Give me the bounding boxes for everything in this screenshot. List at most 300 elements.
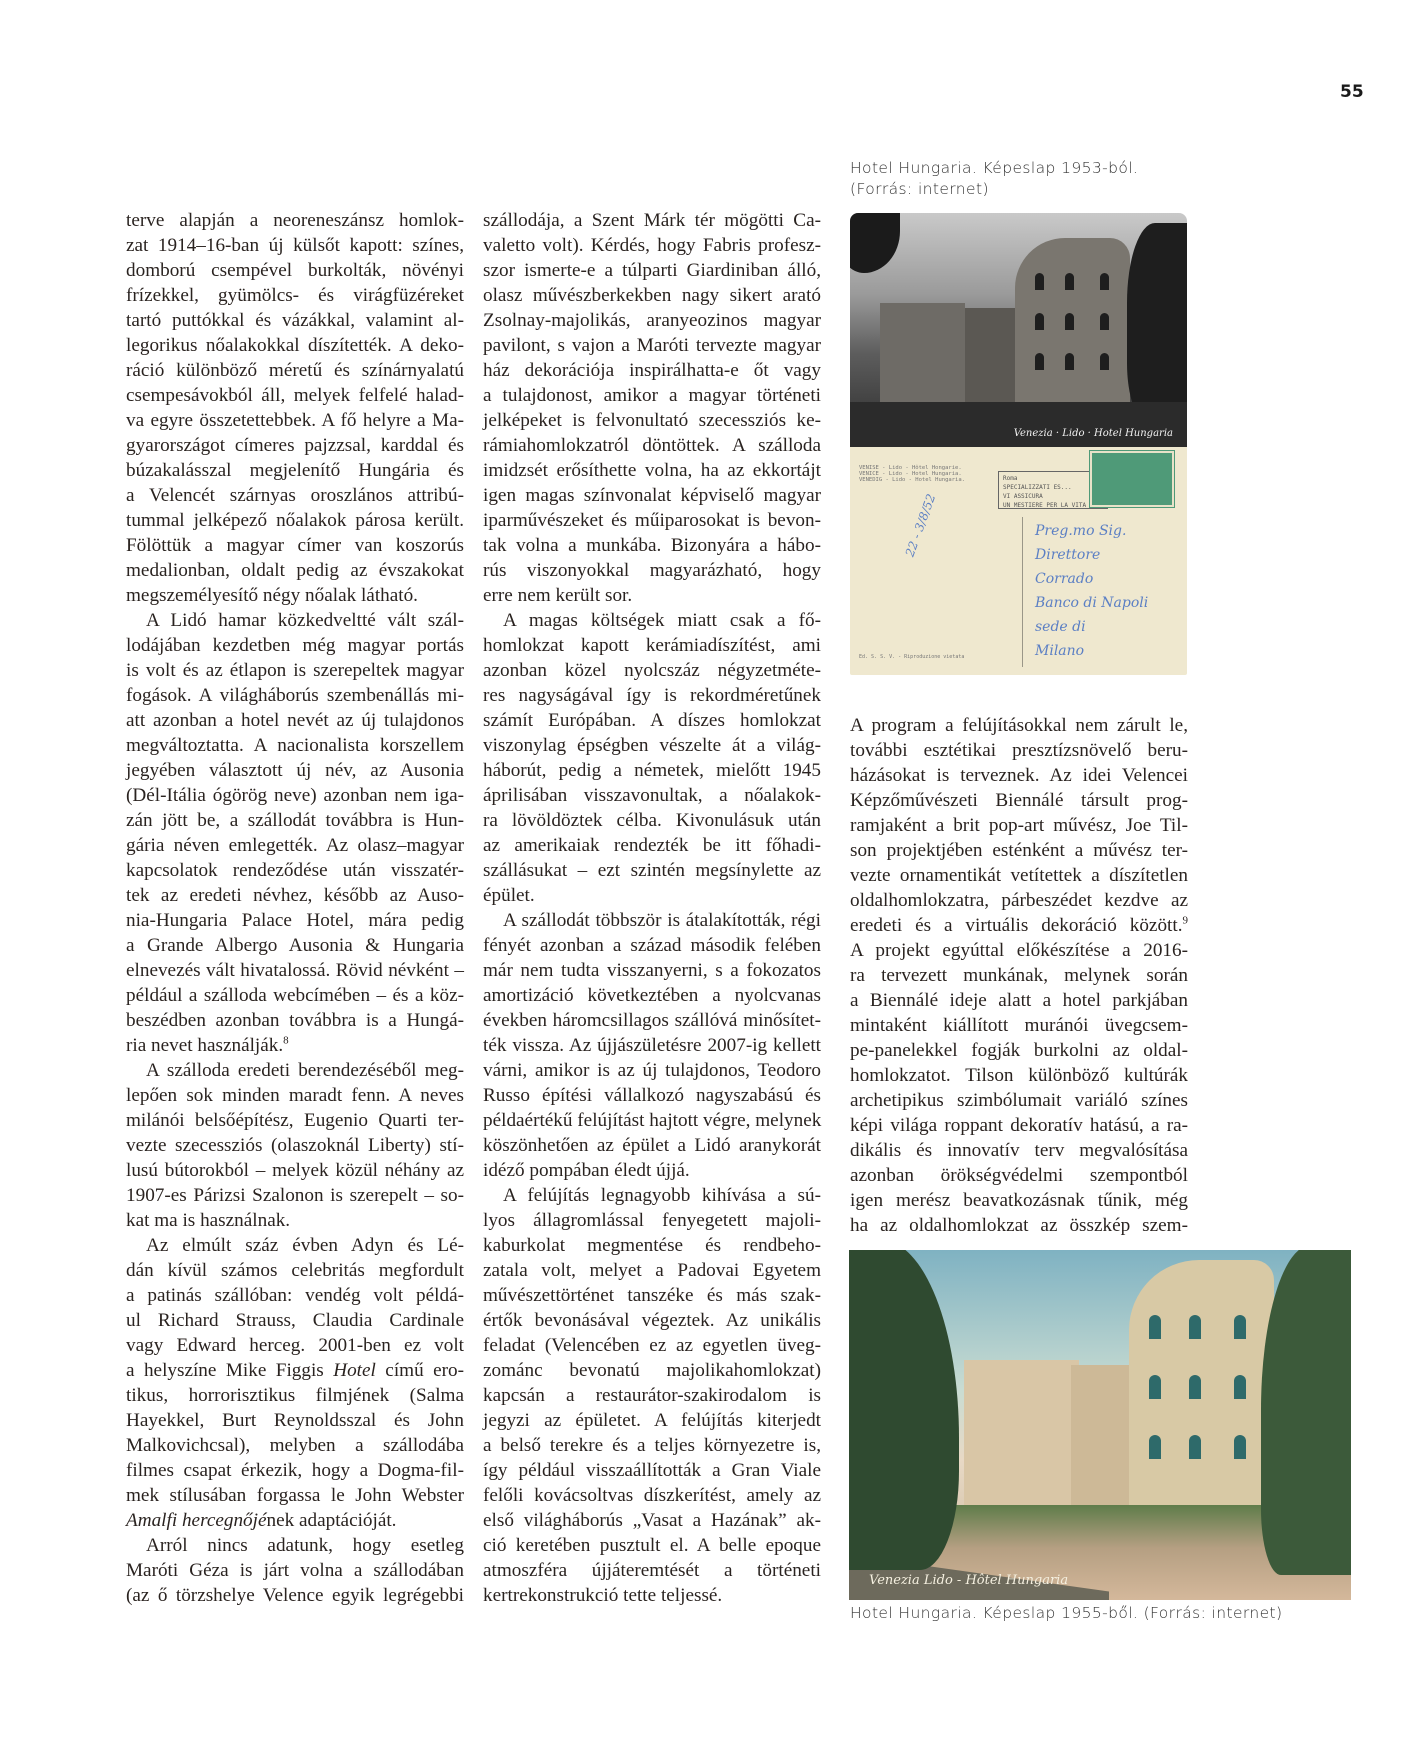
text-line	[483, 1333, 821, 1358]
garden	[850, 402, 1187, 447]
text-line	[483, 383, 821, 408]
text-line	[483, 283, 821, 308]
text-run: a Velencét szárnyas oroszlános attribú-	[126, 485, 464, 506]
text-line	[126, 1433, 464, 1458]
text-run: a helyszíne Mike Figgis	[126, 1360, 334, 1381]
text-line	[126, 983, 464, 1008]
text-line	[126, 533, 464, 558]
text-line	[126, 683, 464, 708]
text-run: mek stílusában forgassa le John Webster	[126, 1485, 464, 1506]
text-line	[483, 1483, 821, 1508]
text-line	[850, 838, 1188, 863]
text-run: ria nevet használják.	[126, 1035, 284, 1056]
text-line	[126, 408, 464, 433]
text-run: tikus, horrorisztikus filmjének (Salma	[126, 1385, 464, 1406]
text-line	[483, 1508, 821, 1533]
text-run: csempesávokból áll, melyek felfelé halad-	[126, 385, 464, 406]
italic-title: Amalfi hercegnőjé	[126, 1510, 267, 1531]
text-line	[483, 433, 821, 458]
text-run: valetto volt). Kérdés, hogy Fabris profesz-	[483, 235, 821, 256]
text-run: házásokat is terveznek. Az idei Velencei	[850, 765, 1188, 786]
text-run: Maróti Géza is járt volna a szállodában	[126, 1560, 464, 1581]
text-run: milánói belsőépítész, Eugenio Quarti ter-	[126, 1110, 464, 1131]
text-run: jelképeket is felvonultató szecessziós ke-	[483, 410, 821, 431]
text-line	[126, 333, 464, 358]
text-line	[126, 483, 464, 508]
text-line	[483, 608, 821, 633]
text-run: tummal jelképező nőalakok párosa került.	[126, 510, 464, 531]
text-run: fogások. A világháborús szembenállás mi-	[126, 685, 464, 706]
postmark-cancel: Roma SPECIALIZZATI ES... VI ASSICURA UN MESTIERE PER LA VITA	[998, 471, 1108, 509]
text-run: a Biennálé ideje alatt a hotel parkjában	[850, 990, 1188, 1011]
text-run: Arról nincs adatunk, hogy esetleg	[146, 1535, 464, 1556]
text-line	[850, 888, 1188, 913]
text-line	[483, 1158, 821, 1183]
text-run: medalionban, oldalt pedig az évszakokat	[126, 560, 464, 581]
text-run: son projektjében esténként a művész ter-	[850, 840, 1188, 861]
text-run: olasz művészberkekben nagy sikert arató	[483, 285, 821, 306]
text-line	[483, 1433, 821, 1458]
text-line	[483, 683, 821, 708]
text-line	[850, 938, 1188, 963]
text-line	[850, 813, 1188, 838]
text-run: ció keretében pusztult el. A belle epoque	[483, 1535, 821, 1556]
text-line	[850, 713, 1188, 738]
text-run: lyos állagromlással fenyegetett majoli-	[483, 1210, 821, 1231]
text-run: kaburkolat megmentése és rendbeho-	[483, 1235, 821, 1256]
text-line	[126, 1233, 464, 1258]
text-line	[483, 633, 821, 658]
text-run: ra tervezett munkának, melynek során	[850, 965, 1188, 986]
text-line	[126, 1208, 464, 1233]
text-run: (az ő törzshelye Velence egyik legrégebbi	[126, 1585, 464, 1606]
text-run: például a szálloda webcímében – és a köz-	[126, 985, 464, 1006]
text-run: háborút, pedig a németek, mielőtt 1945	[483, 760, 821, 781]
text-line	[126, 658, 464, 683]
text-run: felőli kovácsoltvas díszkerítést, amely az	[483, 1485, 821, 1506]
text-column-2	[483, 208, 821, 1608]
text-run: att azonban a hotel nevét az új tulajdonos	[126, 710, 464, 731]
text-run: vezte szecessziós (olaszoknál Liberty) stí-	[126, 1135, 464, 1156]
text-line	[126, 1183, 464, 1208]
text-run: va egyre összetettebbek. A fő helyre a Ma-	[126, 410, 464, 431]
text-run: 1907-es Párizsi Szalonon is szerepelt – so-	[126, 1185, 464, 1206]
text-run: A Lidó hamar közkedveltté vált szál-	[146, 610, 464, 631]
text-line	[483, 1083, 821, 1108]
text-run: tek az eredeti névhez, később az Auso-	[126, 885, 464, 906]
text-run: Fölöttük a magyar címer van koszorús	[126, 535, 464, 556]
text-run: köszönhetően az épület a Lidó aranykorát	[483, 1135, 821, 1156]
text-run: Russo építési vállalkozó nagyszabású és	[483, 1085, 821, 1106]
tree	[849, 1250, 959, 1570]
text-run: megszemélyesítő négy nőalak látható.	[126, 585, 418, 606]
text-line	[483, 1058, 821, 1083]
text-line	[126, 808, 464, 833]
text-line	[126, 358, 464, 383]
text-run: első világháborús „Vasat a Hazának” ak-	[483, 1510, 821, 1531]
text-line	[850, 1038, 1188, 1063]
text-run: ház dekorációja inspirálhatta-e őt vagy	[483, 360, 821, 381]
text-run: ráció különböző méretű és színárnyalatú	[126, 360, 464, 381]
text-line	[126, 1008, 464, 1033]
text-run: búzakalásszal megjelenítő Hungária és	[126, 460, 464, 481]
caption-line: (Forrás: internet)	[850, 180, 989, 198]
text-run: gyarországot címeres pajzzsal, karddal és	[126, 435, 464, 456]
tree	[1127, 223, 1187, 423]
text-line	[126, 883, 464, 908]
text-run: A program a felújításokkal nem zárult le,	[850, 715, 1188, 736]
building-tower	[1129, 1260, 1274, 1520]
text-line	[126, 1333, 464, 1358]
text-line	[850, 1013, 1188, 1038]
text-run: értők bevonásával végeztek. Az unikális	[483, 1310, 821, 1331]
text-line	[126, 858, 464, 883]
text-line	[126, 1383, 464, 1408]
text-run: az amerikaiak rendezték be itt főhadi-	[483, 835, 821, 856]
text-run: már nem tudta visszanyerni, s a fokozatos	[483, 960, 821, 981]
text-run: lepően sok minden maradt fenn. A neves	[126, 1085, 464, 1106]
text-line	[483, 708, 821, 733]
postcard-back	[850, 447, 1187, 675]
text-run: kapcsán a restaurátor-szakirodalom is	[483, 1385, 821, 1406]
text-line	[850, 1163, 1188, 1188]
text-run: igen magas színvonalat képviselő magyar	[483, 485, 821, 506]
text-run: A projekt egyúttal előkészítése a 2016-	[850, 940, 1188, 961]
text-run: pavilont, s vajon a Maróti tervezte magyar	[483, 335, 821, 356]
text-run: ha az oldalhomlokzat az összkép szem-	[850, 1215, 1188, 1236]
caption-line: Hotel Hungaria. Képeslap 1953-ból.	[850, 159, 1139, 177]
text-line	[850, 988, 1188, 1013]
text-line	[483, 1583, 821, 1608]
text-run: iparművészeket és műiparosokat is bevon-	[483, 510, 821, 531]
text-run: (Dél-Itália ógörög neve) azonban nem iga-	[126, 785, 464, 806]
text-run: vezte ornamentikát vetítettek a díszítetlen	[850, 865, 1188, 886]
text-line	[126, 908, 464, 933]
text-line	[126, 1533, 464, 1558]
text-run: azonban közel nyolcszáz négyzetméte-	[483, 660, 821, 681]
text-column-1	[126, 208, 464, 1608]
text-line	[126, 208, 464, 233]
text-line	[126, 458, 464, 483]
text-column-3	[850, 713, 1188, 1238]
text-line	[483, 833, 821, 858]
text-run: igen merész beavatkozásnak tűnik, még	[850, 1190, 1188, 1211]
text-run: ték vissza. Az újjászületésre 2007-ig kellett	[483, 1035, 821, 1056]
text-line	[126, 508, 464, 533]
text-line	[483, 658, 821, 683]
text-run: elnevezés vált hivatalossá. Rövid névként –	[126, 960, 464, 981]
text-run: homlokzatot. Tilson különböző kultúrák	[850, 1065, 1188, 1086]
text-line	[483, 258, 821, 283]
text-run: áprilisában visszavonultak, a nőalakok-	[483, 785, 821, 806]
text-line	[126, 1283, 464, 1308]
text-line	[483, 933, 821, 958]
text-run: A szálloda eredeti berendezéséből meg-	[146, 1060, 464, 1081]
text-line	[126, 308, 464, 333]
postcard-photo-label: Venezia · Lido · Hotel Hungaria	[1013, 428, 1173, 439]
text-run: imidzsét erősíthette volna, ha az ekkortájt	[483, 460, 821, 481]
printed-address: VENISE - Lido - Hôtel Hongarie. VENICE - Lido - Hotel Hungaria. VENEDIG - Lido - Hotel Hungaria.	[859, 465, 965, 483]
text-run: várni, amikor is az új tulajdonos, Teodoro	[483, 1060, 821, 1081]
text-line	[126, 1308, 464, 1333]
text-line	[483, 1458, 821, 1483]
text-line	[850, 1138, 1188, 1163]
text-line	[126, 1133, 464, 1158]
handwritten-address: Preg.mo Sig. Direttore Corrado Banco di Napoli sede di Milano	[1035, 523, 1149, 659]
text-line	[483, 583, 821, 608]
text-run: szállásukat – ezt szintén megsínylette az	[483, 860, 821, 881]
italic-title: Hotel	[333, 1360, 376, 1381]
building-wing	[964, 1360, 1079, 1520]
text-line	[126, 1408, 464, 1433]
text-line	[483, 858, 821, 883]
text-line	[483, 1233, 821, 1258]
text-run: pe-panelekkel fogják burkolni az oldal-	[850, 1040, 1188, 1061]
text-run: lodájában kezdetben még magyar portás	[126, 635, 464, 656]
text-line	[126, 1508, 464, 1533]
divider	[1022, 517, 1023, 667]
text-line	[850, 1213, 1188, 1238]
text-line	[483, 1108, 821, 1133]
text-line	[850, 788, 1188, 813]
text-run: oldalhomlokzatra, párbeszédet kezdve az	[850, 890, 1188, 911]
text-run: rús viszonyokkal magyarázható, hogy	[483, 560, 821, 581]
text-line	[483, 758, 821, 783]
tree	[850, 213, 900, 273]
text-run: domború csempével burkolták, növényi	[126, 260, 464, 281]
text-run: feladat (Velencében ez az egyetlen üveg-	[483, 1335, 821, 1356]
postage-stamp	[1090, 451, 1174, 507]
text-run: szor ismerte-e a túlparti Giardiniban álló,	[483, 260, 821, 281]
text-run: viszonylag épségben vészelte át a világ-	[483, 735, 821, 756]
text-line	[126, 608, 464, 633]
text-line	[850, 1063, 1188, 1088]
text-run: kertrekonstrukció tette teljessé.	[483, 1585, 723, 1606]
text-run: tak volna a munkába. Bizonyára a hábo-	[483, 535, 821, 556]
text-line	[126, 1158, 464, 1183]
text-line	[483, 883, 821, 908]
text-line	[483, 458, 821, 483]
text-line	[483, 1558, 821, 1583]
text-run: dikális és innovatív terv megvalósítása	[850, 1140, 1188, 1161]
text-line	[126, 383, 464, 408]
text-run: így például visszaállították a Gran Viale	[483, 1460, 821, 1481]
text-line	[850, 913, 1188, 938]
text-run: a belső terekre és a teljes környezetre is,	[483, 1435, 821, 1456]
text-line	[126, 1583, 464, 1608]
text-line	[483, 1133, 821, 1158]
text-run: idéző pompában éledt újjá.	[483, 1160, 690, 1181]
text-run: példaértékű felújítást hajtott végre, melynek	[483, 1110, 822, 1131]
text-run: is volt és az étlapon is szerepeltek magyar	[126, 660, 464, 681]
text-run: ramjaként a brit pop-art művész, Joe Til-	[850, 815, 1188, 836]
text-run: ra lövöldöztek célba. Kivonulásuk után	[483, 810, 821, 831]
text-line	[483, 508, 821, 533]
text-run: lusú bútorokból – melyek közül néhány az	[126, 1160, 464, 1181]
text-line	[483, 1258, 821, 1283]
text-run: a Grande Albergo Ausonia & Hungaria	[126, 935, 464, 956]
text-run: szállodája, a Szent Márk tér mögötti Ca-	[483, 210, 821, 231]
text-line	[126, 833, 464, 858]
text-line	[126, 233, 464, 258]
text-line	[850, 1188, 1188, 1213]
text-run: épület.	[483, 885, 535, 906]
text-line	[126, 633, 464, 658]
text-run: megváltoztatta. A nacionalista korszellem	[126, 735, 464, 756]
building-wing	[1071, 1365, 1131, 1520]
text-run: képi világa roppant dekoratív hatású, a ra-	[850, 1115, 1188, 1136]
text-run: amortizáció következtében a nyolcvanas	[483, 985, 821, 1006]
text-line	[126, 1083, 464, 1108]
text-run: években háromcsillagos szállóvá minősítet-	[483, 1010, 821, 1031]
text-line	[483, 1183, 821, 1208]
text-line	[483, 483, 821, 508]
text-run: filmes csapat érkezik, hogy a Dogma-fil-	[126, 1460, 464, 1481]
text-line	[483, 233, 821, 258]
tree	[1261, 1250, 1351, 1575]
text-run: atmoszféra újjáteremtését a történeti	[483, 1560, 821, 1581]
text-run: zatala volt, melyet a Padovai Egyetem	[483, 1260, 821, 1281]
text-line	[483, 1383, 821, 1408]
text-run: fényét azonban a század második felében	[483, 935, 821, 956]
text-run: ul Richard Strauss, Claudia Cardinale	[126, 1310, 464, 1331]
text-line	[483, 1358, 821, 1383]
text-run: gária néven emlegették. Az olasz–magyar	[126, 835, 464, 856]
text-run: legorikus nőalakokkal díszítették. A deko-	[126, 335, 464, 356]
text-run: eredeti és a virtuális dekoráció között.	[850, 915, 1183, 936]
text-run: nek adaptációját.	[266, 1510, 397, 1531]
figure-caption-top	[850, 158, 1138, 200]
text-line	[126, 1483, 464, 1508]
text-run: zat 1914–16-ban új külsőt kapott: színes,	[126, 235, 464, 256]
text-line	[126, 1558, 464, 1583]
text-run: azonban örökségvédelmi szempontból	[850, 1165, 1188, 1186]
text-line	[483, 558, 821, 583]
text-line	[850, 863, 1188, 888]
text-line	[483, 333, 821, 358]
text-line	[126, 1058, 464, 1083]
text-run: Malkovichcsal), melyben a szállodába	[126, 1435, 464, 1456]
text-line	[483, 958, 821, 983]
text-run: A felújítás legnagyobb kihívása a sú-	[503, 1185, 821, 1206]
text-run: nia-Hungaria Palace Hotel, mára pedig	[126, 910, 464, 931]
text-line	[850, 763, 1188, 788]
text-run: Zsolnay-majolikás, aranyeozinos magyar	[483, 310, 821, 331]
text-line	[483, 533, 821, 558]
text-line	[483, 1308, 821, 1333]
text-run: A magas költségek miatt csak a fő-	[503, 610, 821, 631]
text-run: frízekkel, gyümölcs- és virágfüzéreket	[126, 285, 464, 306]
text-line	[126, 1458, 464, 1483]
text-line	[850, 1113, 1188, 1138]
text-line	[483, 1283, 821, 1308]
text-run: jegyzi az épületet. A felújítás kiterjedt	[483, 1410, 821, 1431]
postcard-photo	[850, 213, 1187, 447]
text-run: zománc bevonatú majolikahomlokzat)	[483, 1360, 821, 1381]
publisher-line: Ed. S. S. V. - Riproduzione vietata	[859, 654, 965, 660]
color-photo-1955	[849, 1250, 1351, 1600]
text-run: kapcsolatok rendeződése után visszatér-	[126, 860, 464, 881]
text-line	[126, 758, 464, 783]
text-line	[483, 783, 821, 808]
text-run: című ero-	[375, 1360, 464, 1381]
text-line	[126, 958, 464, 983]
text-line	[126, 1033, 464, 1058]
text-line	[483, 1408, 821, 1433]
text-line	[126, 1258, 464, 1283]
text-line	[483, 308, 821, 333]
text-line	[483, 733, 821, 758]
text-line	[483, 908, 821, 933]
text-run: terve alapján a neoreneszánsz homlok-	[126, 210, 464, 231]
text-line	[126, 433, 464, 458]
footnote-marker: 8	[283, 1034, 289, 1047]
text-line	[126, 933, 464, 958]
text-line	[483, 1533, 821, 1558]
text-line	[483, 1033, 821, 1058]
text-line	[126, 733, 464, 758]
text-line	[483, 983, 821, 1008]
text-line	[483, 1208, 821, 1233]
text-run: mintaként kiállított muránói üvegcsem-	[850, 1015, 1188, 1036]
text-line	[126, 783, 464, 808]
text-run: a patinás szállóban: vendég volt példá-	[126, 1285, 464, 1306]
text-run: dán kívül számos celebritás megfordult	[126, 1260, 464, 1281]
building-tower	[1015, 238, 1130, 413]
color-photo-label: Venezia Lido - Hôtel Hungaria	[869, 1573, 1069, 1588]
text-line	[850, 1088, 1188, 1113]
building-wing	[880, 303, 965, 403]
text-run: rámiahomlokzatról döntöttek. A szálloda	[483, 435, 821, 456]
text-run: tartó puttókkal és vázákkal, valamint al-	[126, 310, 464, 331]
text-run: erre nem került sor.	[483, 585, 633, 606]
text-line	[850, 738, 1188, 763]
text-line	[483, 1008, 821, 1033]
text-line	[483, 358, 821, 383]
text-run: A szállodát többször is átalakították, régi	[503, 910, 821, 931]
text-run: kat ma is használnak.	[126, 1210, 291, 1231]
text-run: zán jött be, a szállodát továbbra is Hun-	[126, 810, 464, 831]
text-line	[483, 208, 821, 233]
text-run: res nagyságával így is rekordméretűnek	[483, 685, 821, 706]
text-run: számít Európában. A díszes homlokzat	[483, 710, 821, 731]
text-line	[126, 558, 464, 583]
text-run: archetipikus szimbólumait variáló színes	[850, 1090, 1188, 1111]
text-line	[483, 408, 821, 433]
footnote-marker: 9	[1182, 914, 1188, 927]
text-line	[126, 583, 464, 608]
text-run: Hayekkel, Burt Reynoldsszal és John	[126, 1410, 464, 1431]
text-line	[483, 808, 821, 833]
text-run: Képzőművészeti Biennálé társult prog-	[850, 790, 1188, 811]
text-run: beszédben azonban továbbra is a Hungá-	[126, 1010, 464, 1031]
handwritten-note: 22 - 3/8/52	[902, 492, 939, 559]
text-line	[126, 708, 464, 733]
text-run: művészettörténet tanszéke és más szak-	[483, 1285, 821, 1306]
postcard-image-1953	[850, 213, 1187, 675]
text-run: homlokzat kapott kerámiadíszítést, ami	[483, 635, 821, 656]
figure-caption-bottom: Hotel Hungaria. Képeslap 1955-ből. (Forrás: internet)	[850, 1604, 1283, 1622]
page-number: 55	[1340, 82, 1364, 102]
text-run: Az elmúlt száz évben Adyn és Lé-	[146, 1235, 464, 1256]
text-run: további esztétikai presztízsnövelő beru-	[850, 740, 1188, 761]
text-line	[850, 963, 1188, 988]
text-line	[126, 1108, 464, 1133]
text-run: vagy Edward herceg. 2001-ben ez volt	[126, 1335, 464, 1356]
text-run: jegyében választott új név, az Ausonia	[126, 760, 464, 781]
text-line	[126, 283, 464, 308]
text-line	[126, 258, 464, 283]
